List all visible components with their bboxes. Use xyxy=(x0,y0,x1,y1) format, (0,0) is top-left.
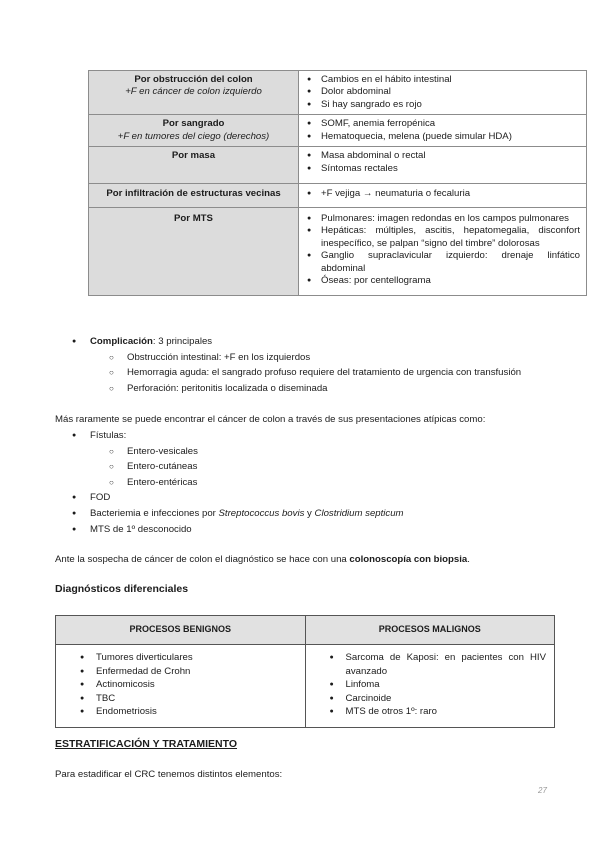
differential-table xyxy=(55,615,555,728)
row-content-cell xyxy=(299,207,587,295)
list-item: ● Linfoma xyxy=(314,678,547,692)
complication-item xyxy=(55,334,545,396)
malignant-cell xyxy=(305,645,555,728)
diagnosis-paragraph xyxy=(55,553,545,567)
list-item: ● Dolor abdominal xyxy=(303,86,580,98)
diagnosis-suffix: . xyxy=(467,554,470,565)
row-label-cell xyxy=(89,147,299,184)
row-subtitle: +F en cáncer de colon izquierdo xyxy=(125,86,262,98)
staging-text: Para estadificar el CRC tenemos distintos elementos: xyxy=(55,769,283,780)
table-row xyxy=(89,115,587,147)
table-row xyxy=(89,184,587,207)
bacteremia-mid: y xyxy=(304,507,315,519)
row-content-cell xyxy=(299,115,587,147)
list-item: ● FOD xyxy=(55,490,545,506)
fistulas-label: Fístulas: xyxy=(90,430,127,441)
row-title: Por infiltración de estructuras vecinas xyxy=(106,188,281,200)
list-item: ○ Entero-entéricas xyxy=(90,475,545,491)
list-item: ● SOMF, anemia ferropénica xyxy=(303,118,580,130)
diagnosis-bold: colonoscopía con biopsia xyxy=(349,554,468,565)
list-item: ● Sarcoma de Kaposi: en pacientes con HIV avanzado xyxy=(314,651,547,678)
atypical-intro: Más raramente se puede encontrar el cáncer de colon a través de sus presentaciones atípicas como: xyxy=(55,414,486,425)
page-number: 27 xyxy=(538,786,547,795)
list-item: ● Síntomas rectales xyxy=(303,163,580,175)
differential-heading: Diagnósticos diferenciales xyxy=(55,583,189,595)
table-header-row xyxy=(56,616,555,645)
list-item: ○ Entero-cutáneas xyxy=(90,459,545,475)
benign-header: PROCESOS BENIGNOS xyxy=(56,616,306,645)
presentation-table xyxy=(88,70,587,296)
row-subtitle: +F en tumores del ciego (derechos) xyxy=(117,130,270,142)
staging-heading: ESTRATIFICACIÓN Y TRATAMIENTO xyxy=(55,738,238,750)
row-label-cell xyxy=(89,71,299,115)
list-item: ● Endometriosis xyxy=(64,705,297,719)
list-item: ● Óseas: por centellograma xyxy=(303,275,580,287)
table-row xyxy=(89,207,587,295)
list-item: ● TBC xyxy=(64,692,297,706)
list-item: ● Pulmonares: imagen redondas en los campos pulmonares xyxy=(303,213,580,225)
list-item: ○ Hemorragia aguda: el sangrado profuso requiere del tratamiento de urgencia con transfusión xyxy=(90,365,545,381)
complication-label: Complicación xyxy=(90,336,153,347)
list-item xyxy=(55,428,545,490)
atypical-list xyxy=(55,428,545,537)
row-title: Por sangrado xyxy=(162,118,225,130)
organism-name: Clostridium septicum xyxy=(314,507,404,519)
list-item: ● Actinomicosis xyxy=(64,678,297,692)
list-item: ● +F vejiga → neumaturia o fecaluria xyxy=(303,188,580,200)
row-label-cell xyxy=(89,184,299,207)
list-item: ● Enfermedad de Crohn xyxy=(64,665,297,679)
list-item: ● Si hay sangrado es rojo xyxy=(303,99,580,111)
list-item: ○ Obstrucción intestinal: +F en los izquierdos xyxy=(90,350,545,366)
list-item xyxy=(55,506,545,522)
complication-text: : 3 principales xyxy=(152,336,213,347)
list-item: ● MTS de otros 1º: raro xyxy=(314,705,547,719)
diagnosis-prefix: Ante la sospecha de cáncer de colon el diagnóstico se hace con una xyxy=(55,554,350,565)
malignant-header: PROCESOS MALIGNOS xyxy=(305,616,555,645)
list-item: ○ Perforación: peritonitis localizada o diseminada xyxy=(90,381,545,397)
row-title: Por obstrucción del colon xyxy=(134,74,253,85)
row-content-cell xyxy=(299,184,587,207)
row-label-cell xyxy=(89,207,299,295)
list-item: ○ Entero-vesicales xyxy=(90,444,545,460)
row-content-cell xyxy=(299,147,587,184)
organism-name: Streptococcus bovis xyxy=(218,507,305,519)
row-content-cell xyxy=(299,71,587,115)
list-item: ● Ganglio supraclavicular izquierdo: drenaje linfático abdominal xyxy=(303,250,580,275)
list-item: ● Masa abdominal o rectal xyxy=(303,150,580,162)
table-row xyxy=(56,645,555,728)
list-item: ● Cambios en el hábito intestinal xyxy=(303,74,580,86)
list-item: ● Tumores diverticulares xyxy=(64,651,297,665)
list-item: ● MTS de 1º desconocido xyxy=(55,522,545,538)
table-row xyxy=(89,147,587,184)
list-item: ● Carcinoide xyxy=(314,692,547,706)
complication-section xyxy=(55,334,545,396)
benign-cell xyxy=(56,645,306,728)
bacteremia-prefix: Bacteriemia e infecciones por xyxy=(90,507,219,519)
list-item: ● Hepáticas: múltiples, ascitis, hepatomegalia, disconfort inespecífico, se palpan “signo del timbre” dolorosas xyxy=(303,225,580,250)
row-label-cell xyxy=(89,115,299,147)
row-title: Por MTS xyxy=(174,212,213,224)
row-title: Por masa xyxy=(171,150,216,162)
table-row xyxy=(89,71,587,115)
list-item: ● Hematoquecia, melena (puede simular HDA) xyxy=(303,131,580,143)
